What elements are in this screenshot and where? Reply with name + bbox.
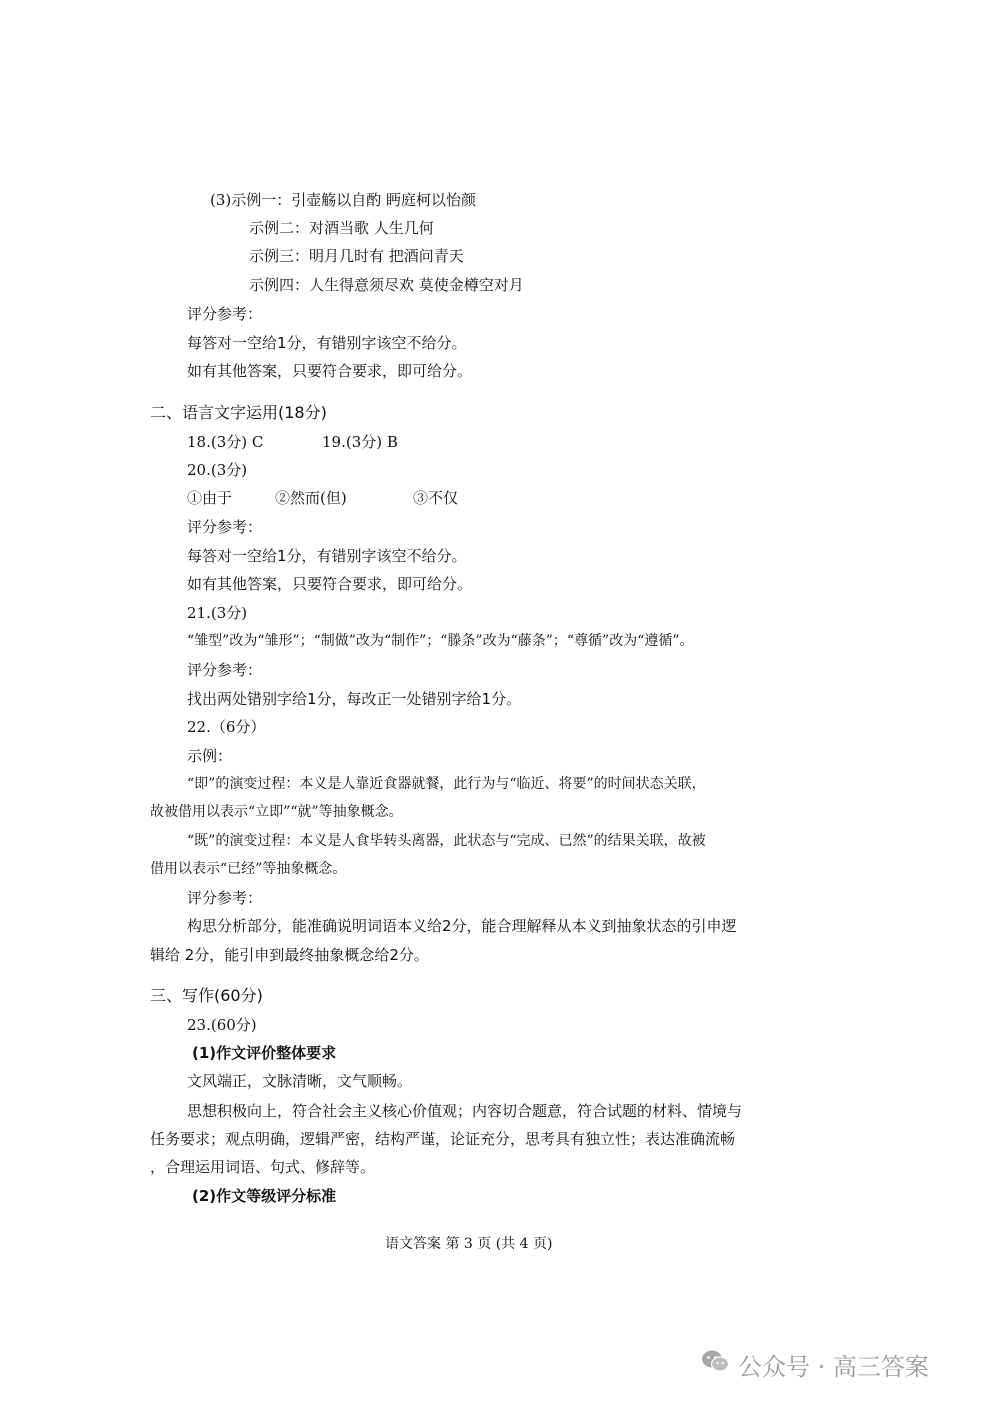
subheading-grading-standards: (2)作文等级评分标准 [192,1187,337,1205]
wechat-icon [700,1348,730,1380]
q22-scoring-rule-line-2: 辑给 2分，能引申到最终抽象概念给2分。 [150,946,429,964]
scoring-rule-1: 每答对一空给1分，有错别字该空不给分。 [187,334,467,352]
scoring-reference-label: 评分参考： [187,889,263,907]
page-footer: 语文答案 第 3 页 (共 4 页) [385,1236,553,1252]
scoring-rule-1: 每答对一空给1分，有错别字该空不给分。 [187,547,467,565]
q20-answer-1: ①由于 [187,489,233,507]
q22-paragraph-1-line-1: “即”的演变过程：本义是人靠近食器就餐，此行为与“临近、将要”的时间状态关联， [187,776,706,792]
q3-example-two: 示例二：对酒当歌 人生几何 [249,219,434,237]
watermark [700,1348,929,1380]
scoring-reference-label: 评分参考： [187,518,263,536]
section-heading-language-use: 二、语言文字运用(18分) [150,403,327,422]
requirement-content-line-2: 任务要求；观点明确，逻辑严密，结构严谨，论证充分，思考具有独立性；表达准确流畅 [150,1130,736,1148]
q22-paragraph-1-line-2: 故被借用以表示“立即”“就”等抽象概念。 [150,804,403,820]
q19-answer: 19.(3分) B [322,433,398,451]
q3-example-one: (3)示例一：引壶觞以自酌 眄庭柯以怡颜 [210,191,477,209]
q21-answer: “雏型”改为“雏形”；“制做”改为“制作”；“滕条”改为“藤条”；“尊循”改为“遵循”。 [187,633,694,649]
q3-example-four: 示例四：人生得意须尽欢 莫使金樽空对月 [249,276,524,294]
q20-answer-2: ②然而(但) [275,489,347,507]
q20-answer-3: ③不仅 [413,489,459,507]
q21-label: 21.(3分) [187,604,248,622]
q22-example-label: 示例： [187,747,233,765]
q20-label: 20.(3分) [187,461,248,479]
section-heading-writing: 三、写作(60分) [150,986,263,1005]
q18-answer: 18.(3分) C [187,433,264,451]
requirement-content-line-3: ，合理运用词语、句式、修辞等。 [150,1158,376,1176]
q3-example-three: 示例三：明月几时有 把酒问青天 [249,247,464,265]
scoring-rule-2: 如有其他答案，只要符合要求，即可给分。 [187,362,473,380]
q21-scoring-rule: 找出两处错别字给1分，每改正一处错别字给1分。 [187,690,522,708]
scoring-rule-2: 如有其他答案，只要符合要求，即可给分。 [187,575,473,593]
q23-label: 23.(60分) [187,1016,257,1034]
scoring-reference-label: 评分参考： [187,661,263,679]
q22-label: 22.（6分） [187,718,266,736]
watermark-text: 公众号 · 高三答案 [738,1352,929,1381]
q22-paragraph-2-line-1: “既”的演变过程：本义是人食毕转头离器，此状态与“完成、已然”的结果关联，故被 [187,833,706,849]
requirement-style: 文风端正，文脉清晰，文气顺畅。 [187,1072,413,1090]
subheading-overall-requirements: (1)作文评价整体要求 [192,1044,337,1062]
requirement-content-line-1: 思想积极向上，符合社会主义核心价值观；内容切合题意，符合试题的材料、情境与 [187,1102,743,1120]
q22-paragraph-2-line-2: 借用以表示“已经”等抽象概念。 [150,861,347,877]
scoring-reference-label: 评分参考： [187,305,263,323]
q22-scoring-rule-line-1: 构思分析部分，能准确说明词语本义给2分，能合理解释从本义到抽象状态的引申逻 [187,917,737,935]
